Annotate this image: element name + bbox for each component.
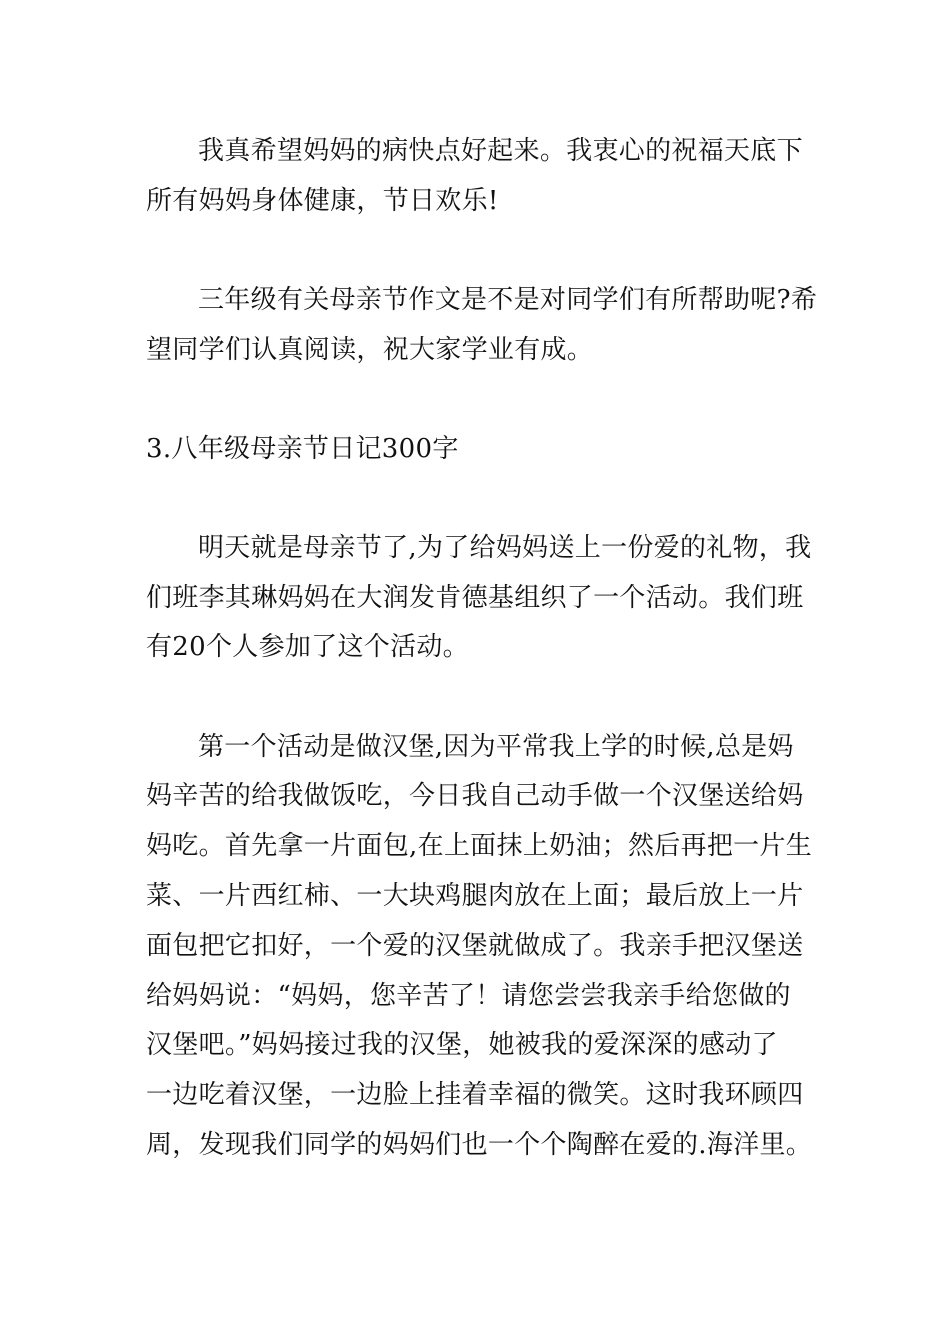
paragraph-4-line-5: 面包把它扣好，一个爱的汉堡就做成了。我亲手把汉堡送 <box>146 931 804 961</box>
paragraph-3-line-3: 有20个人参加了这个活动。 <box>146 632 469 662</box>
paragraph-2-line-1: 三年级有关母亲节作文是不是对同学们有所帮助呢?希 <box>198 285 818 315</box>
paragraph-4-line-8: 一边吃着汉堡，一边脸上挂着幸福的微笑。这时我环顾四 <box>146 1080 804 1110</box>
paragraph-4-line-4: 菜、一片西红柿、一大块鸡腿肉放在上面；最后放上一片 <box>146 881 804 911</box>
paragraph-1-line-1: 我真希望妈妈的病快点好起来。我衷心的祝福天底下 <box>198 136 803 166</box>
paragraph-4-line-1: 第一个活动是做汉堡,因为平常我上学的时候,总是妈 <box>198 732 794 762</box>
paragraph-4-line-6: 给妈妈说：“妈妈，您辛苦了！请您尝尝我亲手给您做的 <box>146 981 791 1011</box>
paragraph-4-line-2: 妈辛苦的给我做饭吃，今日我自己动手做一个汉堡送给妈 <box>146 781 804 811</box>
paragraph-2-line-2: 望同学们认真阅读，祝大家学业有成。 <box>146 335 594 365</box>
paragraph-3-line-1: 明天就是母亲节了,为了给妈妈送上一份爱的礼物，我 <box>198 533 812 563</box>
paragraph-4-line-9: 周，发现我们同学的妈妈们也一个个陶醉在爱的.海洋里。 <box>146 1130 813 1160</box>
paragraph-4-line-7: 汉堡吧。”妈妈接过我的汉堡，她被我的爱深深的感动了 <box>146 1030 778 1060</box>
paragraph-3-line-2: 们班李其琳妈妈在大润发肯德基组织了一个活动。我们班 <box>146 583 804 613</box>
section-heading: 3.八年级母亲节日记300字 <box>146 434 459 464</box>
paragraph-4-line-3: 妈吃。首先拿一片面包,在上面抹上奶油；然后再把一片生 <box>146 831 813 861</box>
paragraph-1-line-2: 所有妈妈身体健康，节日欢乐! <box>146 186 499 216</box>
